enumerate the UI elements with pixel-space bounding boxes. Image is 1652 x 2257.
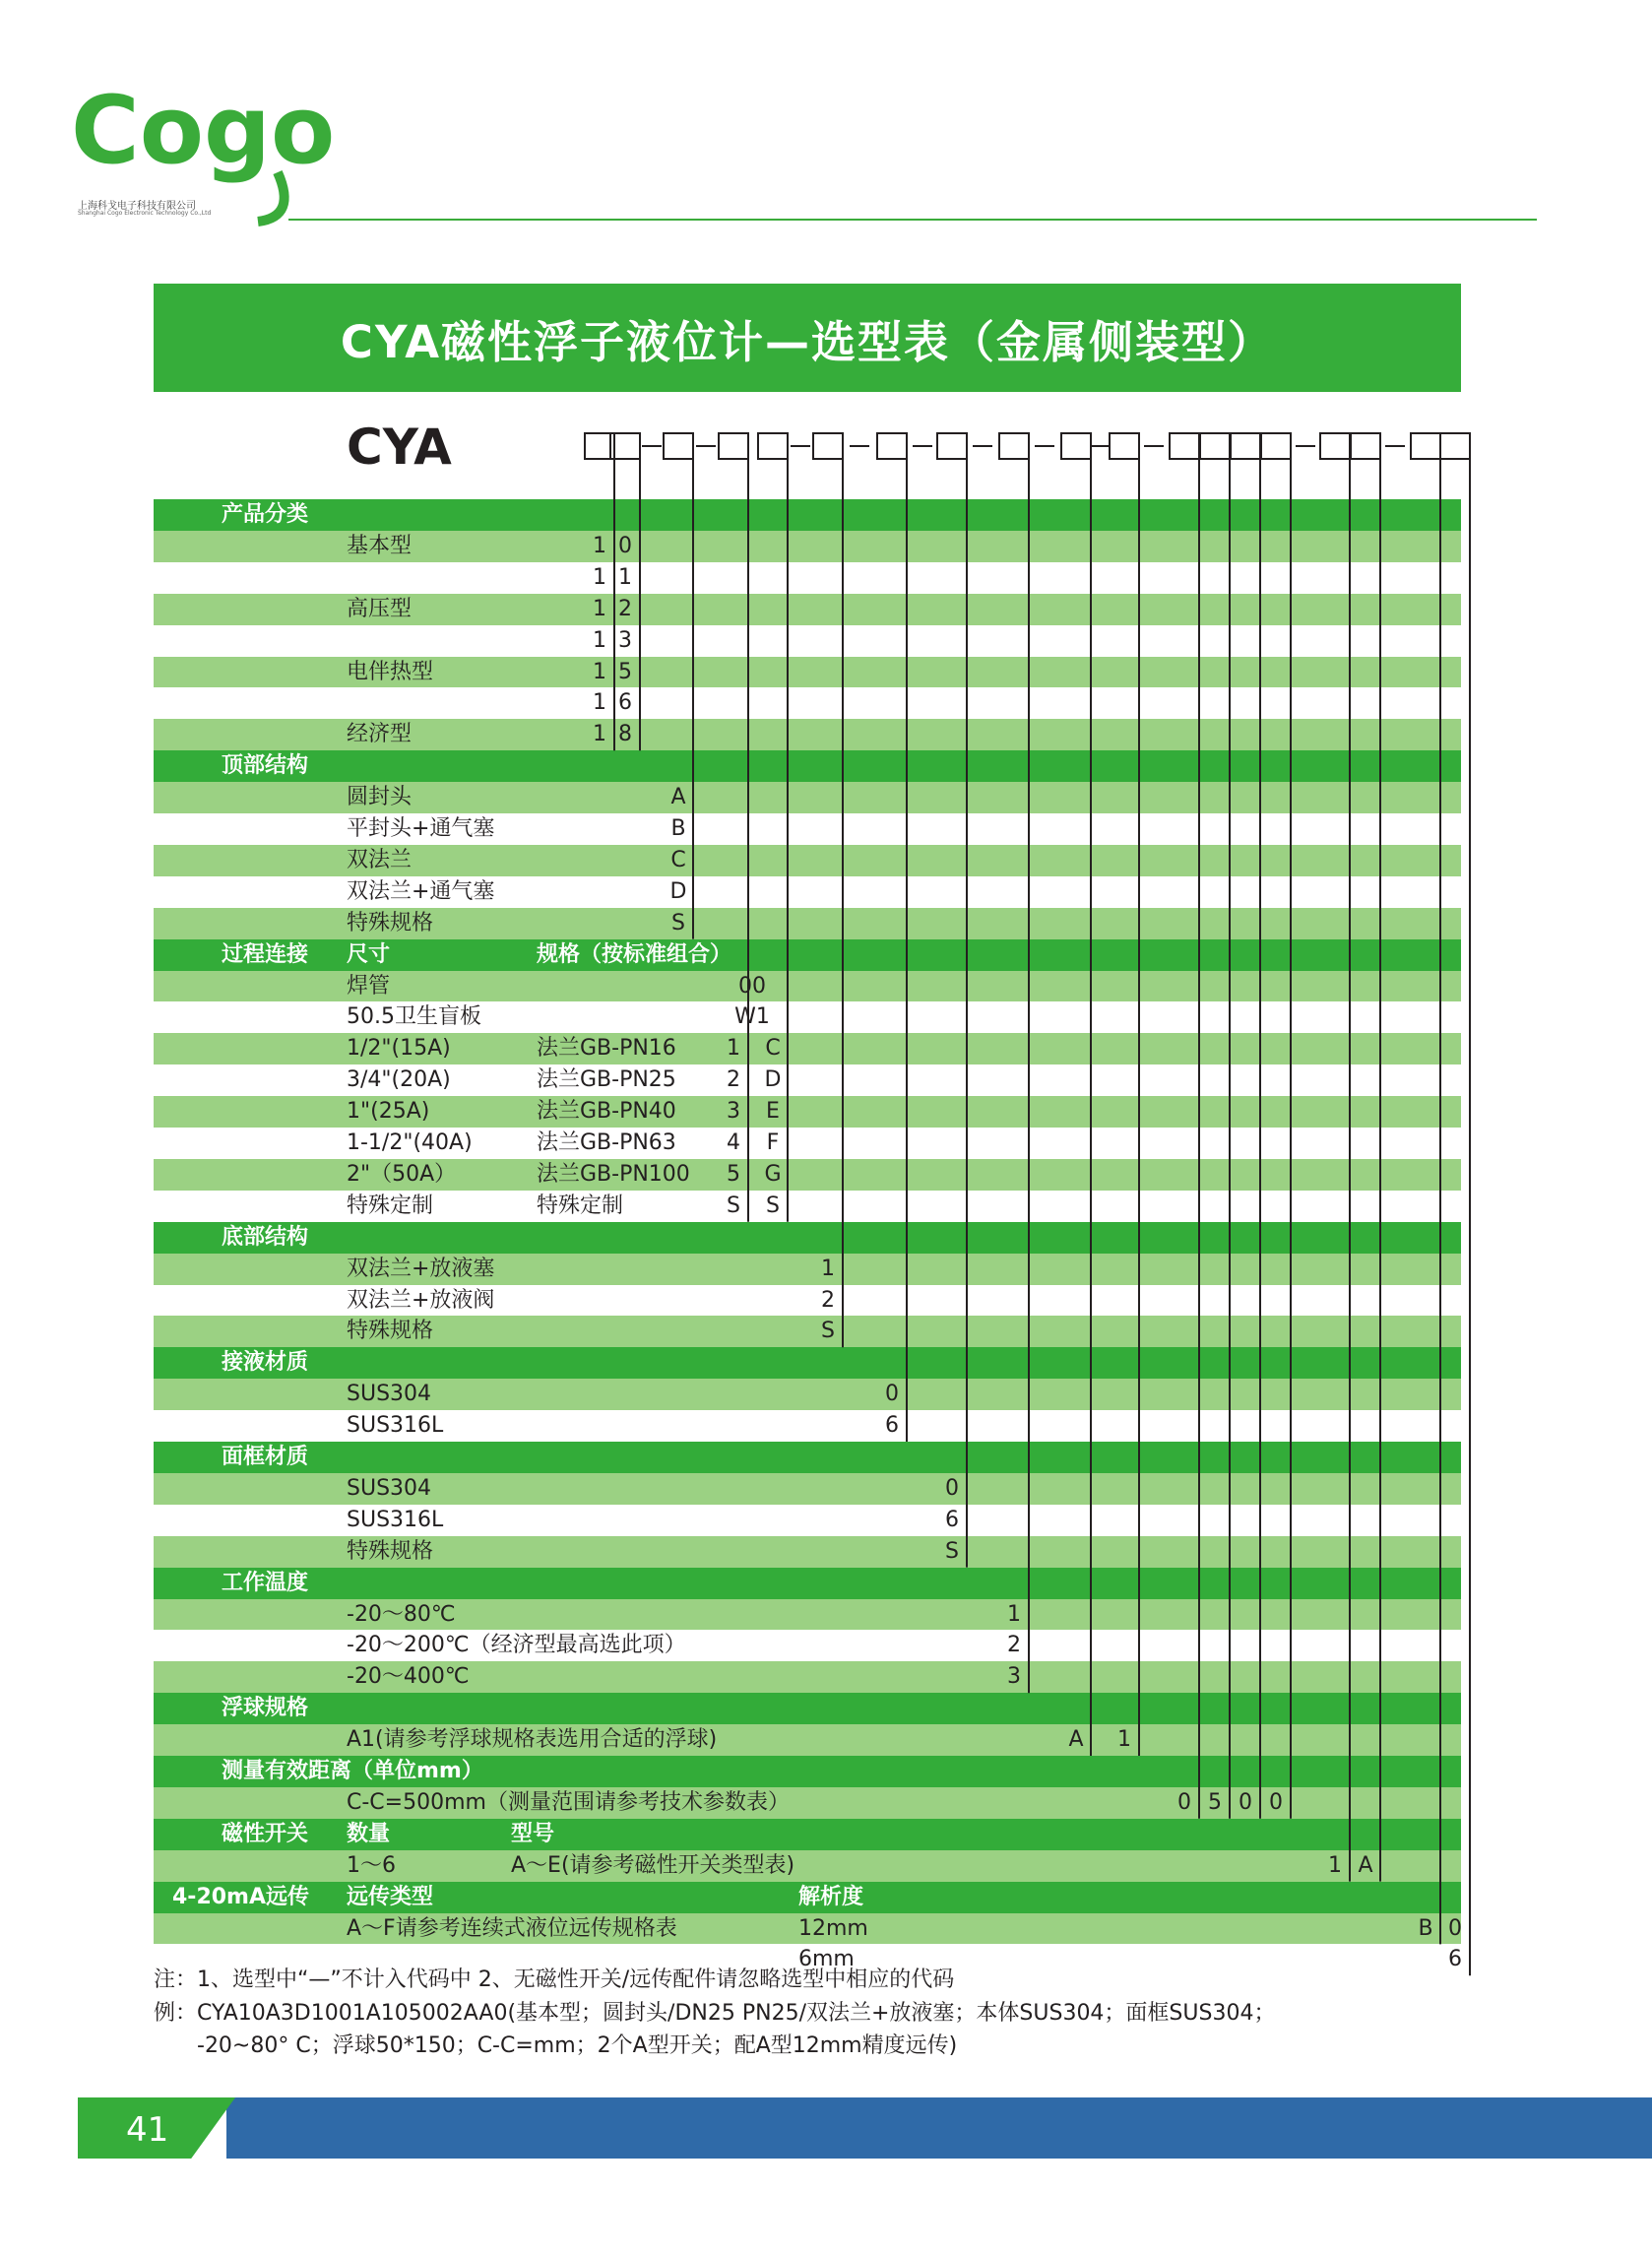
option-spec: 12mm [798,1915,868,1941]
option-spec: 6mm [798,1947,855,1972]
option-code: C [765,1036,781,1062]
option-spec: 特殊定制 [537,1193,624,1218]
option-code: 1 [593,596,606,621]
column-header: 规格（按标准组合） [537,941,732,967]
category-label: 浮球规格 [222,1696,309,1721]
column-header: 数量 [347,1821,391,1846]
category-label: 接液材质 [222,1350,309,1376]
option-spec: 法兰GB-PN63 [537,1130,676,1155]
option-code: 5 [1208,1789,1222,1815]
option-label: 圆封头 [347,785,413,810]
option-code: 3 [1007,1664,1021,1690]
option-code: 1 [593,627,606,653]
option-label: 电伴热型 [347,659,434,684]
option-code: 5 [618,659,632,684]
option-code: 8 [618,722,632,747]
option-label: A～F请参考连续式液位远传规格表 [347,1915,677,1941]
code-slot-box [1200,433,1230,459]
option-code: 1 [593,533,606,558]
option-code: G [764,1161,782,1187]
option-code: B [670,816,686,841]
option-code: 5 [727,1161,740,1187]
option-code: 1 [593,690,606,716]
option-code: 0 [945,1475,959,1501]
option-spec: 法兰GB-PN25 [537,1067,676,1093]
code-slot-box [1110,433,1139,459]
option-label: 焊管 [347,973,391,999]
option-code: 1 [1007,1601,1021,1627]
company-name-cn: 上海科戈电子科技有限公司 [78,201,196,212]
option-code: 1 [618,564,632,590]
option-label: 经济型 [347,722,413,747]
option-code: 1 [1117,1727,1131,1753]
company-name-en: Shanghai Cogo Electronic Technology Co.,Ltd [78,210,212,217]
option-label: SUS304 [347,1382,432,1407]
code-slot-box [1170,433,1199,459]
code-slot-box [877,433,907,459]
option-label: A1(请参考浮球规格表选用合适的浮球) [347,1727,718,1753]
code-slot-box [813,433,843,459]
code-slot-box [719,433,748,459]
option-code: D [669,878,687,904]
category-label: 底部结构 [222,1224,309,1250]
option-code: B [1418,1915,1433,1941]
option-spec: A～E(请参考磁性开关类型表) [511,1852,795,1878]
category-label: 4-20mA远传 [172,1884,310,1909]
option-label: 1-1/2"(40A) [347,1130,473,1155]
option-code: S [727,1193,740,1218]
page-number: 41 [126,2110,169,2150]
option-code: 6 [1448,1947,1462,1972]
code-slot-box [664,433,693,459]
option-code: E [766,1099,780,1125]
option-code: 0 [1269,1789,1283,1815]
option-code: 1 [593,659,606,684]
option-label: 特殊规格 [347,1319,434,1344]
example-line: 例：CYA10A3D1001A105002AA0(基本型；圆封头/DN25 PN25/双法兰+放液塞；本体SUS304；面框SUS304； [154,2001,1276,2026]
code-slot-box [1261,433,1291,459]
footer-band [226,2097,1652,2159]
option-label: -20～400℃ [347,1664,470,1690]
code-slot-box [1231,433,1260,459]
option-label: 双法兰+放液塞 [347,1256,495,1281]
option-label: 双法兰+通气塞 [347,878,495,904]
option-code: 4 [727,1130,740,1155]
code-slot-box [1440,433,1470,459]
option-code: 6 [618,690,632,716]
option-label: 双法兰 [347,847,413,872]
code-slot-box [1061,433,1091,459]
option-code: 2 [1007,1633,1021,1658]
option-code: 3 [618,627,632,653]
option-label: 2"（50A） [347,1161,457,1187]
option-code: 2 [727,1067,740,1093]
option-code: A [1068,1727,1084,1753]
option-label: 特殊定制 [347,1193,434,1218]
option-code: 1 [821,1256,835,1281]
code-slot-box [937,433,967,459]
option-code: 6 [885,1413,899,1439]
category-label: 工作温度 [222,1570,309,1595]
option-label: -20～80℃ [347,1601,456,1627]
category-label: 磁性开关 [222,1821,309,1846]
option-label: 特殊规格 [347,1538,434,1564]
category-label: 过程连接 [222,941,309,967]
option-code: 00 [738,973,766,999]
option-code: F [766,1130,780,1155]
option-code: A [1358,1852,1373,1878]
category-label: 面框材质 [222,1445,309,1469]
code-slot-box [1351,433,1380,459]
option-label: 1/2"(15A) [347,1036,451,1062]
option-code: 3 [727,1099,740,1125]
option-label: 特殊规格 [347,910,434,935]
option-code: 0 [1239,1789,1252,1815]
option-code: 0 [1177,1789,1191,1815]
code-slot-box [999,433,1029,459]
option-label: 1"(25A) [347,1099,430,1125]
option-code: 1 [727,1036,740,1062]
page-title: CYA磁性浮子液位计—选型表（金属侧装型） [154,284,1461,392]
option-label: 1～6 [347,1852,396,1878]
option-code: S [671,910,685,935]
option-spec: 法兰GB-PN40 [537,1099,676,1125]
option-label: SUS316L [347,1507,444,1532]
option-label: 平封头+通气塞 [347,816,495,841]
option-label: 3/4"(20A) [347,1067,451,1093]
column-header: 尺寸 [347,941,391,967]
option-label: 基本型 [347,533,413,558]
option-spec: 法兰GB-PN16 [537,1036,676,1062]
option-label: C-C=500mm（测量范围请参考技术参数表） [347,1789,790,1815]
option-label: 高压型 [347,596,413,621]
column-header: 远传类型 [347,1884,434,1909]
option-label: 50.5卫生盲板 [347,1004,481,1030]
note-line: 注：1、选型中“—”不计入代码中 2、无磁性开关/远传配件请忽略选型中相应的代码 [154,1967,955,1992]
option-code: W1 [734,1004,770,1030]
model-prefix: CYA [347,419,452,476]
option-code: 2 [821,1287,835,1313]
category-label: 测量有效距离（单位mm） [222,1759,483,1783]
column-header: 型号 [511,1821,555,1846]
code-slot-box [758,433,788,459]
category-label: 产品分类 [222,502,309,527]
option-code: S [945,1538,959,1564]
option-code: 6 [945,1507,959,1532]
option-code: 2 [618,596,632,621]
option-code: A [670,785,686,810]
option-label: SUS316L [347,1413,444,1439]
option-label: 双法兰+放液阀 [347,1287,495,1313]
option-code: 1 [593,564,606,590]
column-header: 解析度 [798,1884,864,1909]
option-spec: 法兰GB-PN100 [537,1161,690,1187]
option-code: 0 [885,1382,899,1407]
option-code: 1 [1328,1852,1342,1878]
example-line: -20~80° C；浮球50*150；C-C=mm；2个A型开关；配A型12mm精度远传) [197,2033,958,2058]
option-label: SUS304 [347,1475,432,1501]
category-label: 顶部结构 [222,753,309,779]
option-code: S [766,1193,780,1218]
code-slot-box [1411,433,1440,459]
option-code: 1 [593,722,606,747]
option-label: -20～200℃（经济型最高选此项） [347,1633,686,1658]
code-slot-box [1320,433,1350,459]
option-code: 0 [1448,1915,1462,1941]
option-code: C [670,847,686,872]
option-code: 0 [618,533,632,558]
option-code: S [821,1319,835,1344]
logo-text: Cogo [71,79,336,185]
option-code: D [764,1067,782,1093]
